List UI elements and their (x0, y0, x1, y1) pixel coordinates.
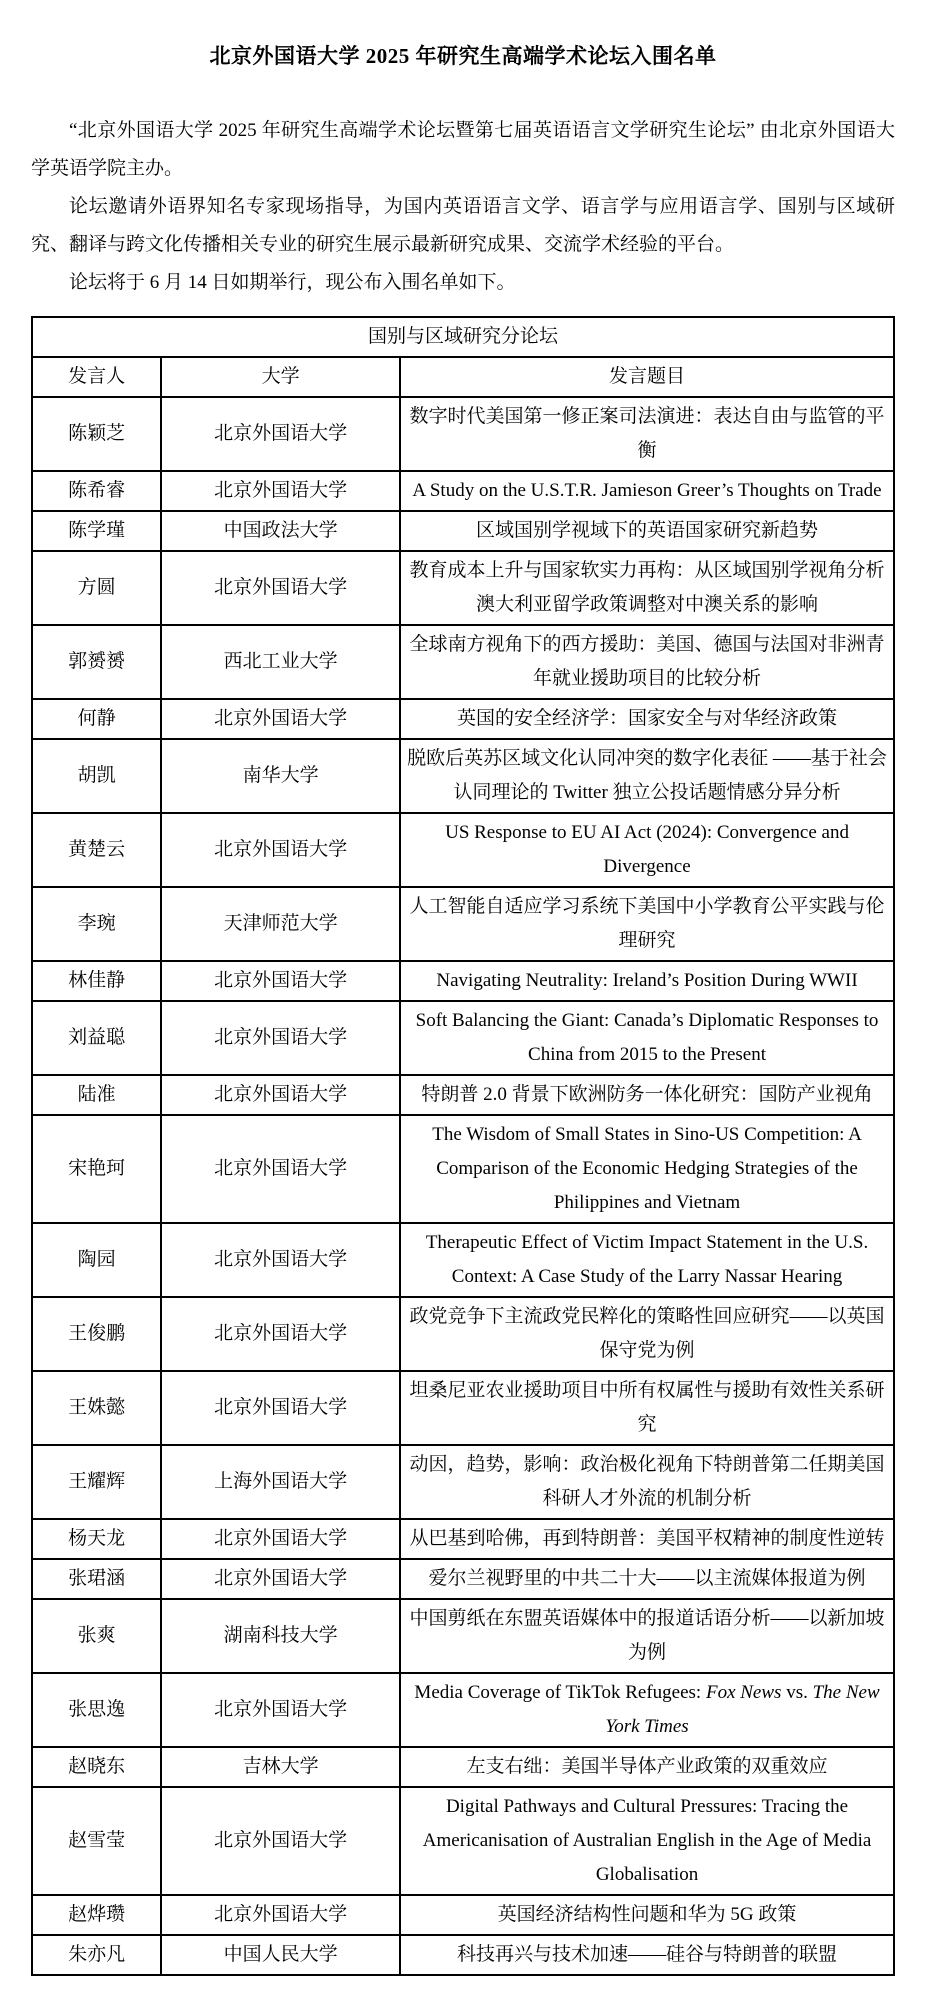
title-cell: 全球南方视角下的西方援助：美国、德国与法国对非洲青年就业援助项目的比较分析 (400, 625, 894, 699)
table-row (32, 1787, 894, 1895)
table-row (32, 551, 894, 625)
title-segment: Media Coverage of TikTok Refugees: (414, 1682, 706, 1703)
title-cell: 从巴基到哈佛，再到特朗普：美国平权精神的制度性逆转 (400, 1519, 894, 1559)
column-header-university: 大学 (161, 357, 400, 397)
title-segment-italic: The New York Times (605, 1682, 880, 1737)
title-cell: A Study on the U.S.T.R. Jamieson Greer’s Thoughts on Trade (400, 471, 894, 511)
university-cell: 中国人民大学 (161, 1935, 400, 1975)
table-row (32, 1297, 894, 1371)
university-cell: 北京外国语大学 (161, 1559, 400, 1599)
title-cell (400, 1673, 894, 1747)
speaker-cell: 郭赟赟 (32, 625, 161, 699)
title-cell: 特朗普 2.0 背景下欧洲防务一体化研究：国防产业视角 (400, 1075, 894, 1115)
speaker-cell: 刘益聪 (32, 1001, 161, 1075)
speaker-cell: 林佳静 (32, 961, 161, 1001)
column-header-speaker: 发言人 (32, 357, 161, 397)
speaker-cell: 陆准 (32, 1075, 161, 1115)
table-row (32, 1519, 894, 1559)
table-row (32, 1075, 894, 1115)
title-cell: 动因，趋势，影响：政治极化视角下特朗普第二任期美国科研人才外流的机制分析 (400, 1445, 894, 1519)
title-cell: Soft Balancing the Giant: Canada’s Diplomatic Responses to China from 2015 to the Present (400, 1001, 894, 1075)
title-cell: 脱欧后英苏区域文化认同冲突的数字化表征 ——基于社会认同理论的 Twitter 独立公投话题情感分异分析 (400, 739, 894, 813)
university-cell: 北京外国语大学 (161, 813, 400, 887)
table-row (32, 1559, 894, 1599)
title-cell: 数字时代美国第一修正案司法演进：表达自由与监管的平衡 (400, 397, 894, 471)
section-title: 国别与区域研究分论坛 (32, 317, 894, 357)
speaker-cell: 黄楚云 (32, 813, 161, 887)
title-cell: 科技再兴与技术加速——硅谷与特朗普的联盟 (400, 1935, 894, 1975)
university-cell: 吉林大学 (161, 1747, 400, 1787)
title-cell: Navigating Neutrality: Ireland’s Position During WWII (400, 961, 894, 1001)
speaker-cell: 陈希睿 (32, 471, 161, 511)
speaker-cell: 陈颖芝 (32, 397, 161, 471)
speaker-cell: 赵雪莹 (32, 1787, 161, 1895)
speaker-cell: 方圆 (32, 551, 161, 625)
table-row (32, 699, 894, 739)
university-cell: 北京外国语大学 (161, 1223, 400, 1297)
intro-paragraph-1: “北京外国语大学 2025 年研究生高端学术论坛暨第七届英语语言文学研究生论坛” 由北京外国语大学英语学院主办。 (31, 120, 895, 179)
university-cell: 北京外国语大学 (161, 1075, 400, 1115)
speaker-cell: 胡凯 (32, 739, 161, 813)
university-cell: 北京外国语大学 (161, 1519, 400, 1559)
university-cell: 北京外国语大学 (161, 1115, 400, 1223)
table-row (32, 1747, 894, 1787)
column-header-title: 发言题目 (400, 357, 894, 397)
speaker-cell: 陶园 (32, 1223, 161, 1297)
table-row (32, 887, 894, 961)
university-cell: 天津师范大学 (161, 887, 400, 961)
table-row (32, 471, 894, 511)
table-row (32, 1673, 894, 1747)
title-segment: vs. (781, 1682, 813, 1703)
speaker-cell: 陈学瑾 (32, 511, 161, 551)
column-header-row (32, 357, 894, 397)
title-cell: US Response to EU AI Act (2024): Convergence and Divergence (400, 813, 894, 887)
title-cell: 人工智能自适应学习系统下美国中小学教育公平实践与伦理研究 (400, 887, 894, 961)
table-row (32, 1223, 894, 1297)
forum-table (31, 316, 895, 1976)
title-cell: 左支右绌：美国半导体产业政策的双重效应 (400, 1747, 894, 1787)
table-row (32, 1115, 894, 1223)
title-cell: 区域国别学视域下的英语国家研究新趋势 (400, 511, 894, 551)
university-cell: 北京外国语大学 (161, 1297, 400, 1371)
table-row (32, 397, 894, 471)
title-cell: 中国剪纸在东盟英语媒体中的报道话语分析——以新加坡为例 (400, 1599, 894, 1673)
university-cell: 湖南科技大学 (161, 1599, 400, 1673)
speaker-cell: 王姝懿 (32, 1371, 161, 1445)
table-row (32, 1895, 894, 1935)
speaker-cell: 宋艳珂 (32, 1115, 161, 1223)
table-row (32, 961, 894, 1001)
title-cell: Therapeutic Effect of Victim Impact Statement in the U.S. Context: A Case Study of the Larry Nassar Hearing (400, 1223, 894, 1297)
speaker-cell: 李琬 (32, 887, 161, 961)
speaker-cell: 王俊鹏 (32, 1297, 161, 1371)
speaker-cell: 赵晓东 (32, 1747, 161, 1787)
university-cell: 北京外国语大学 (161, 551, 400, 625)
intro-paragraph-3: 论坛将于 6 月 14 日如期举行，现公布入围名单如下。 (69, 272, 516, 293)
university-cell: 北京外国语大学 (161, 1673, 400, 1747)
title-cell: 英国的安全经济学：国家安全与对华经济政策 (400, 699, 894, 739)
intro-paragraph-2: 论坛邀请外语界知名专家现场指导，为国内英语语言文学、语言学与应用语言学、国别与区域研究、翻译与跨文化传播相关专业的研究生展示最新研究成果、交流学术经验的平台。 (31, 196, 895, 255)
speaker-cell: 何静 (32, 699, 161, 739)
university-cell: 北京外国语大学 (161, 1895, 400, 1935)
intro-section (31, 112, 895, 302)
speaker-cell: 杨天龙 (32, 1519, 161, 1559)
university-cell: 西北工业大学 (161, 625, 400, 699)
speaker-cell: 张珺涵 (32, 1559, 161, 1599)
university-cell: 北京外国语大学 (161, 397, 400, 471)
table-row (32, 813, 894, 887)
university-cell: 北京外国语大学 (161, 1371, 400, 1445)
title-cell: 坦桑尼亚农业援助项目中所有权属性与援助有效性关系研究 (400, 1371, 894, 1445)
table-body (32, 397, 894, 1975)
title-cell: Digital Pathways and Cultural Pressures: Tracing the Americanisation of Australian English in the Age of Media Globalisation (400, 1787, 894, 1895)
university-cell: 北京外国语大学 (161, 961, 400, 1001)
speaker-cell: 赵烨瓒 (32, 1895, 161, 1935)
page-title: 北京外国语大学 2025 年研究生高端学术论坛入围名单 (209, 44, 717, 68)
table-row (32, 739, 894, 813)
title-cell: 教育成本上升与国家软实力再构：从区域国别学视角分析澳大利亚留学政策调整对中澳关系的影响 (400, 551, 894, 625)
title-cell: The Wisdom of Small States in Sino-US Competition: A Comparison of the Economic Hedging Strategies of the Philippines and Vietnam (400, 1115, 894, 1223)
title-cell: 英国经济结构性问题和华为 5G 政策 (400, 1895, 894, 1935)
speaker-cell: 王耀辉 (32, 1445, 161, 1519)
table-row (32, 1599, 894, 1673)
title-cell: 政党竞争下主流政党民粹化的策略性回应研究——以英国保守党为例 (400, 1297, 894, 1371)
table-row (32, 1445, 894, 1519)
university-cell: 上海外国语大学 (161, 1445, 400, 1519)
table-row (32, 1371, 894, 1445)
university-cell: 北京外国语大学 (161, 1787, 400, 1895)
title-cell: 爱尔兰视野里的中共二十大——以主流媒体报道为例 (400, 1559, 894, 1599)
university-cell: 北京外国语大学 (161, 471, 400, 511)
speaker-cell: 张爽 (32, 1599, 161, 1673)
university-cell: 北京外国语大学 (161, 699, 400, 739)
speaker-cell: 张思逸 (32, 1673, 161, 1747)
university-cell: 北京外国语大学 (161, 1001, 400, 1075)
section-title-row (32, 317, 894, 357)
table-row (32, 1935, 894, 1975)
university-cell: 南华大学 (161, 739, 400, 813)
university-cell: 中国政法大学 (161, 511, 400, 551)
table-row (32, 1001, 894, 1075)
title-segment-italic: Fox News (705, 1682, 782, 1703)
speaker-cell: 朱亦凡 (32, 1935, 161, 1975)
table-row (32, 625, 894, 699)
table-row (32, 511, 894, 551)
